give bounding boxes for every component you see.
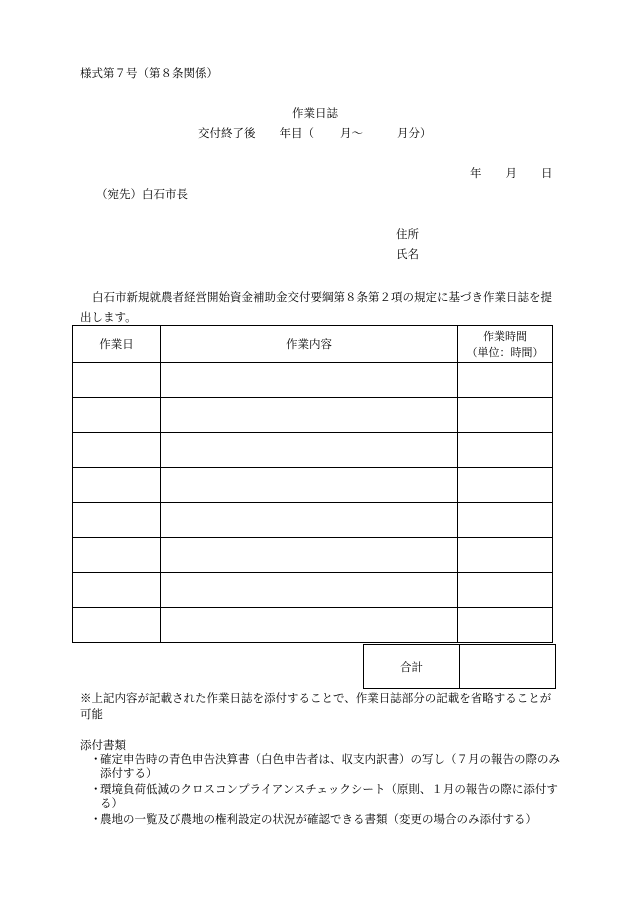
hours-cell[interactable] bbox=[458, 538, 553, 573]
date-cell[interactable] bbox=[73, 608, 161, 643]
period-month-to: 月分） bbox=[397, 126, 432, 140]
header-date: 作業日 bbox=[73, 326, 161, 363]
total-value-cell[interactable] bbox=[460, 645, 556, 689]
hours-cell[interactable] bbox=[458, 363, 553, 398]
addressee: （宛先）白石市長 bbox=[96, 187, 188, 201]
attachment-text: 確定申告時の青色申告決算書（白色申告者は、収支内訳書）の写し（７月の報告の際のみ添付する） bbox=[100, 752, 560, 780]
period-year: 年目（ bbox=[279, 126, 314, 140]
address-label: 住所 bbox=[396, 227, 419, 241]
note-text: ※上記内容が記載された作業日誌を添付することで、作業日誌部分の記載を省略することが可能 bbox=[80, 691, 552, 721]
date-year: 年 bbox=[470, 166, 482, 180]
date-month: 月 bbox=[505, 166, 517, 180]
hours-cell[interactable] bbox=[458, 398, 553, 433]
date-day: 日 bbox=[541, 166, 553, 180]
date-cell[interactable] bbox=[73, 433, 161, 468]
date-line bbox=[470, 166, 553, 180]
bullet-mark: ・ bbox=[90, 782, 102, 796]
body-text: 白石市新規就農者経営開始資金補助金交付要綱第８条第２項の規定に基づき作業日誌を提出します。 bbox=[80, 290, 552, 324]
list-item bbox=[80, 782, 560, 810]
name-label: 氏名 bbox=[396, 247, 419, 261]
bullet-mark: ・ bbox=[90, 752, 102, 766]
hours-cell[interactable] bbox=[458, 503, 553, 538]
table-row bbox=[73, 468, 553, 503]
date-cell[interactable] bbox=[73, 538, 161, 573]
table-row bbox=[73, 573, 553, 608]
content-cell[interactable] bbox=[161, 398, 458, 433]
total-row bbox=[364, 645, 556, 689]
date-cell[interactable] bbox=[73, 503, 161, 538]
table-row bbox=[73, 538, 553, 573]
table-row bbox=[73, 608, 553, 643]
period-line bbox=[198, 126, 432, 140]
header-hours-unit: （単位：時間） bbox=[466, 346, 544, 359]
table-row bbox=[73, 398, 553, 433]
hours-cell[interactable] bbox=[458, 433, 553, 468]
total-table bbox=[363, 644, 556, 689]
list-item bbox=[80, 812, 560, 826]
date-cell[interactable] bbox=[73, 363, 161, 398]
content-cell[interactable] bbox=[161, 468, 458, 503]
period-prefix: 交付終了後 bbox=[198, 126, 256, 140]
attachment-text: 環境負荷低減のクロスコンプライアンスチェックシート（原則、１月の報告の際に添付する） bbox=[100, 782, 558, 810]
period-month-from: 月～ bbox=[340, 126, 363, 140]
form-number: 様式第７号（第８条関係） bbox=[80, 66, 218, 80]
date-cell[interactable] bbox=[73, 398, 161, 433]
hours-cell[interactable] bbox=[458, 573, 553, 608]
document-title: 作業日誌 bbox=[292, 106, 338, 120]
content-cell[interactable] bbox=[161, 573, 458, 608]
content-cell[interactable] bbox=[161, 363, 458, 398]
table-row bbox=[73, 433, 553, 468]
header-content: 作業内容 bbox=[161, 326, 458, 363]
list-item bbox=[80, 752, 560, 780]
content-cell[interactable] bbox=[161, 503, 458, 538]
date-cell[interactable] bbox=[73, 573, 161, 608]
content-cell[interactable] bbox=[161, 433, 458, 468]
content-cell[interactable] bbox=[161, 538, 458, 573]
bullet-mark: ・ bbox=[90, 812, 102, 826]
attachment-text: 農地の一覧及び農地の権利設定の状況が確認できる書類（変更の場合のみ添付する） bbox=[100, 812, 537, 826]
attachments-list bbox=[80, 752, 560, 828]
work-log-table bbox=[72, 325, 553, 643]
table-row bbox=[73, 503, 553, 538]
content-cell[interactable] bbox=[161, 608, 458, 643]
table-header-row bbox=[73, 326, 553, 363]
header-hours bbox=[458, 326, 553, 363]
hours-cell[interactable] bbox=[458, 608, 553, 643]
hours-cell[interactable] bbox=[458, 468, 553, 503]
header-hours-label: 作業時間 bbox=[483, 330, 527, 343]
date-cell[interactable] bbox=[73, 468, 161, 503]
total-label: 合計 bbox=[364, 645, 460, 689]
table-row bbox=[73, 363, 553, 398]
attachments-heading: 添付書類 bbox=[80, 738, 126, 752]
